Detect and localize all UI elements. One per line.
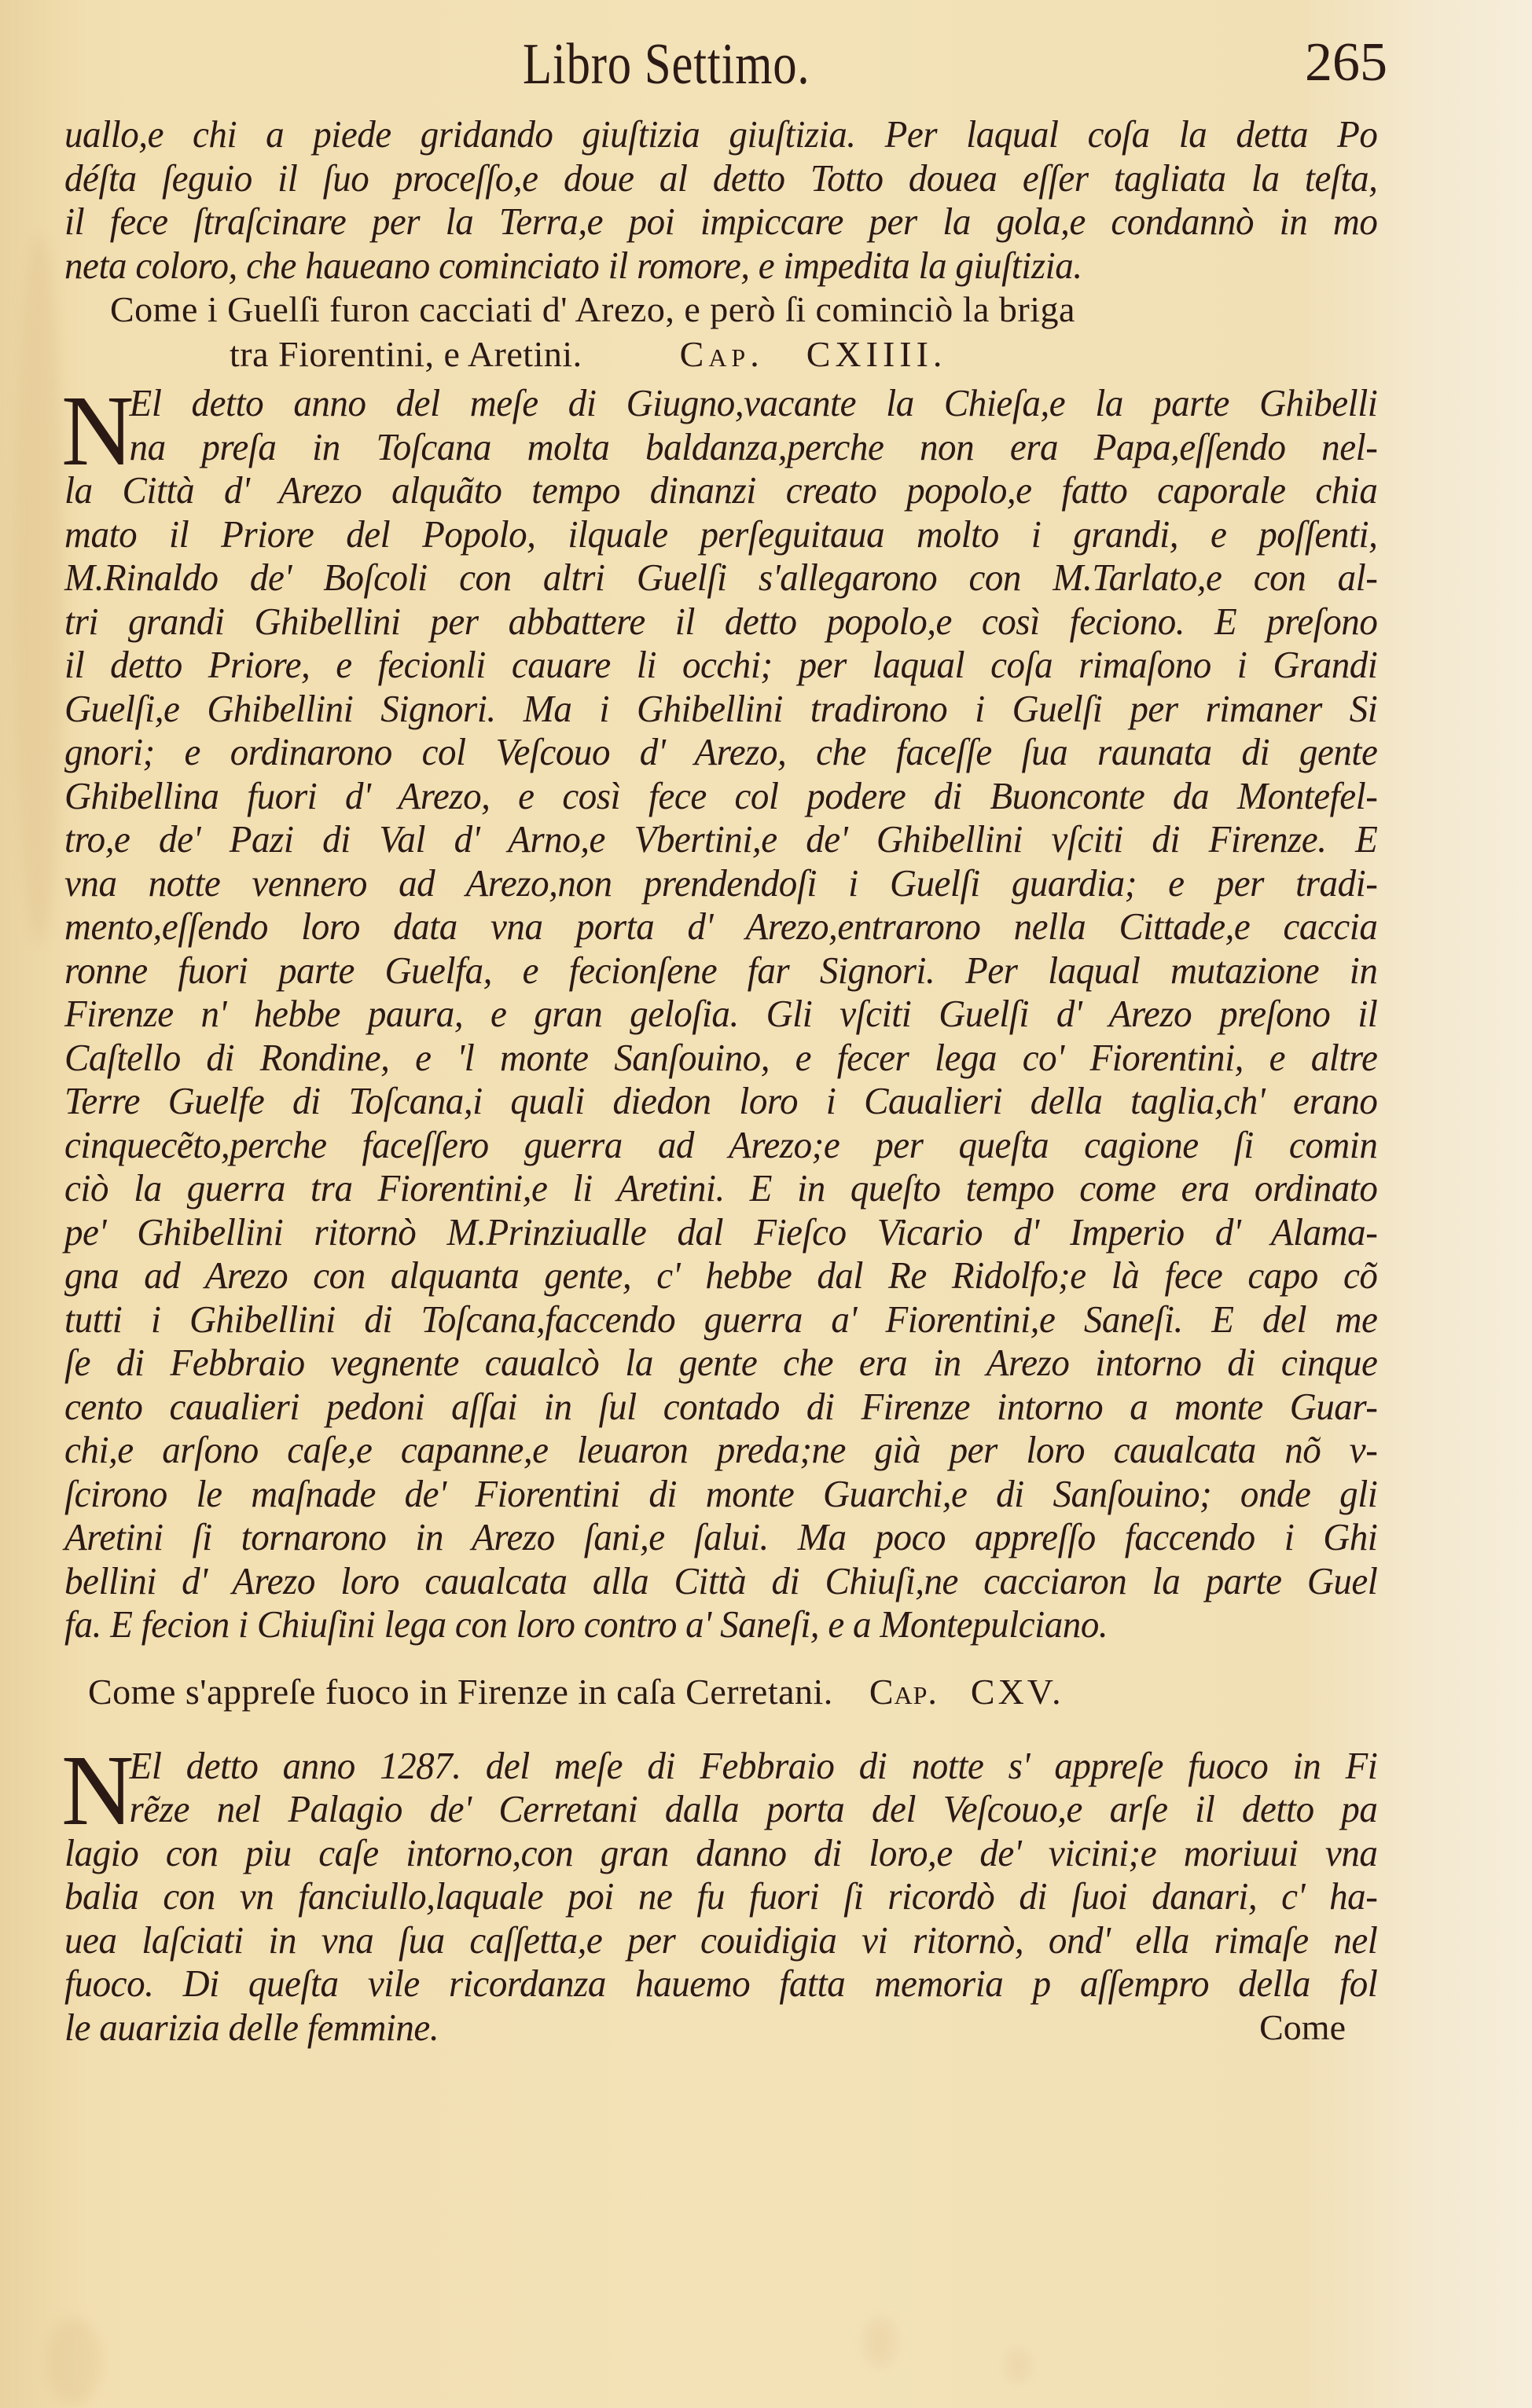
text-line: tutti i Ghibellini di Toſcana,faccendo guerra a' Fiorentini,e Saneſi. E del me <box>64 1297 1378 1341</box>
text-line: ſe di Febbraio vegnente caualcò la gente che era in Arezo intorno di cinque <box>64 1341 1378 1384</box>
text-line: le auarizia delle femmine. <box>64 2005 439 2049</box>
text-line: uea laſciati in vna ſua caſſetta,e per couidigia vi ritornò, ond' ella rimaſe nel <box>64 1918 1378 1962</box>
text-line: gna ad Arezo con alquanta gente, c' hebbe dal Re Ridolfo;e là fece capo cõ <box>64 1254 1378 1297</box>
paper-stain <box>1006 2350 1030 2381</box>
text-line: cinquecẽto,perche faceſſero guerra ad Arezo;e per queſta cagione ſi comin <box>64 1122 1378 1166</box>
text-line: pe' Ghibellini ritornò M.Prinziualle dal Fieſco Vicario d' Imperio d' Alama- <box>64 1210 1378 1254</box>
chapter-heading-line <box>64 332 1393 376</box>
text-line: ſcirono le maſnade de' Fiorentini di monte Guarchi,e di Sanſouino; onde gli <box>64 1471 1378 1515</box>
text-line: la Città d' Arezo alquãto tempo dinanzi creato popolo,e fatto caporale chia <box>64 468 1378 512</box>
text-line: El detto anno 1287. del meſe di Febbraio di notte s' appreſe fuoco in Fi <box>129 1743 1378 1787</box>
text-line: Firenze n' hebbe paura, e gran geloſia. Gli vſciti Guelſi d' Arezo preſono il <box>64 992 1378 1035</box>
drop-cap: N <box>61 375 134 486</box>
text-line: El detto anno del meſe di Giugno,vacante la Chieſa,e la parte Ghibelli <box>129 381 1378 424</box>
text-line: lagio con piu caſe intorno,con gran danno di loro,e de' vicini;e moriuui vna <box>64 1830 1378 1874</box>
text-line: balia con vn fanciullo,laquale poi ne fu fuori ſi ricordò di ſuoi danari, c' ha- <box>64 1874 1378 1918</box>
text-line: bellini d' Arezo loro caualcata alla Città di Chiuſi,ne cacciaron la parte Guel <box>64 1558 1378 1602</box>
text-line: chi,e arſono caſe,e capanne,e leuaron preda;ne già per loro caualcata nõ v- <box>64 1428 1378 1471</box>
running-head <box>0 31 1532 110</box>
paper-stain <box>47 2318 102 2405</box>
last-line-row <box>64 2006 1393 2049</box>
chapter-label: Cap. <box>679 334 764 374</box>
chapter-heading-line <box>64 1664 1393 1720</box>
text-line: il fece ſtraſcinare per la Terra,e poi impiccare per la gola,e condannò in mo <box>64 200 1378 243</box>
text-line: Ghibellina fuori d' Arezo, e così fece col podere di Buonconte da Montefel- <box>64 773 1378 817</box>
text-line: M.Rinaldo de' Boſcoli con altri Guelſi s'allegarono con M.Tarlato,e con al- <box>64 556 1378 599</box>
text-line: mato il Priore del Popolo, ilquale perſeguitaua molto i grandi, e poſſenti, <box>64 512 1378 556</box>
text-line: Aretini ſi tornarono in Arezo ſani,e ſalui. Ma poco appreſſo faccendo i Ghi <box>64 1515 1378 1558</box>
text-line: tri grandi Ghibellini per abbattere il detto popolo,e così feciono. E preſono <box>64 599 1378 643</box>
chapter-heading-text: tra Fiorentini, e Aretini. <box>230 334 582 374</box>
text-line: gnori; e ordinarono col Veſcouo d' Arezo, che faceſſe ſua raunata di gente <box>64 730 1378 773</box>
text-line: cento caualieri pedoni aſſai in ſul contado di Firenze intorno a monte Guar- <box>64 1384 1378 1428</box>
chapter-number: CXIIII. <box>806 334 947 374</box>
text-line: Guelſi,e Ghibellini Signori. Ma i Ghibellini tradirono i Guelſi per rimaner Si <box>64 686 1378 730</box>
chapter-number: CXV. <box>970 1671 1064 1712</box>
paper-stain <box>865 2318 896 2366</box>
text-line: mento,eſſendo loro data vna porta d' Arezo,entrarono nella Cittade,e caccia <box>64 905 1378 948</box>
text-line: tro,e de' Pazi di Val d' Arno,e Vbertini,e de' Ghibellini vſciti di Firenze. E <box>64 817 1378 861</box>
text-block <box>61 112 1393 2049</box>
text-line: na preſa in Toſcana molta baldanza,perche non era Papa,eſſendo nel- <box>129 424 1378 468</box>
text-line: fuoco. Di queſta vile ricordanza hauemo fatta memoria p aſſempro della fol <box>64 1962 1378 2005</box>
text-line: ciò la guerra tra Fiorentini,e li Aretini. E in queſto tempo come era ordinato <box>64 1166 1378 1210</box>
running-title: Libro Settimo. <box>523 32 810 97</box>
paper-stain <box>16 236 63 943</box>
chapter-114-body <box>61 375 1393 1646</box>
chapter-heading-line: Come i Guelſi furon cacciati d' Arezo, e però ſi cominciò la briga <box>110 289 1075 329</box>
text-line: neta coloro, che haueano cominciato il romore, e impedita la giuſtizia. <box>64 243 1082 287</box>
text-line: uallo,e chi a piede gridando giuſtizia giuſtizia. Per laqual coſa la detta Po <box>64 112 1378 156</box>
page-number: 265 <box>1305 32 1387 93</box>
text-line: déſta ſeguio il ſuo proceſſo,e doue al detto Totto douea eſſer tagliata la teſta, <box>64 156 1378 200</box>
chapter-115-body <box>61 1734 1393 2049</box>
text-line: fa. E fecion i Chiuſini lega con loro contro a' Saneſi, e a Montepulciano. <box>64 1602 1108 1646</box>
chapter-label: Cap. <box>869 1671 938 1712</box>
chapter-heading-text: Come s'appreſe fuoco in Firenze in caſa Cerretani. <box>88 1671 833 1712</box>
catchword: Come <box>1259 2006 1346 2047</box>
drop-cap: N <box>61 1734 134 1846</box>
text-line: rẽze nel Palagio de' Cerretani dalla porta del Veſcouo,e arſe il detto pa <box>129 1787 1378 1830</box>
continuation-paragraph <box>64 112 1393 287</box>
text-line: ronne fuori parte Guelfa, e fecionſene far Signori. Per laqual mutazione in <box>64 948 1378 992</box>
text-line: il detto Priore, e fecionli cauare li occhi; per laqual coſa rimaſono i Grandi <box>64 643 1378 686</box>
text-line: Terre Guelfe di Toſcana,i quali diedon loro i Caualieri della taglia,ch' erano <box>64 1079 1378 1122</box>
text-line: Caſtello di Rondine, e 'l monte Sanſouino, e fecer lega co' Fiorentini, e altre <box>64 1035 1378 1079</box>
text-line: vna notte vennero ad Arezo,non prendendoſi i Guelſi guardia; e per tradi- <box>64 861 1378 905</box>
